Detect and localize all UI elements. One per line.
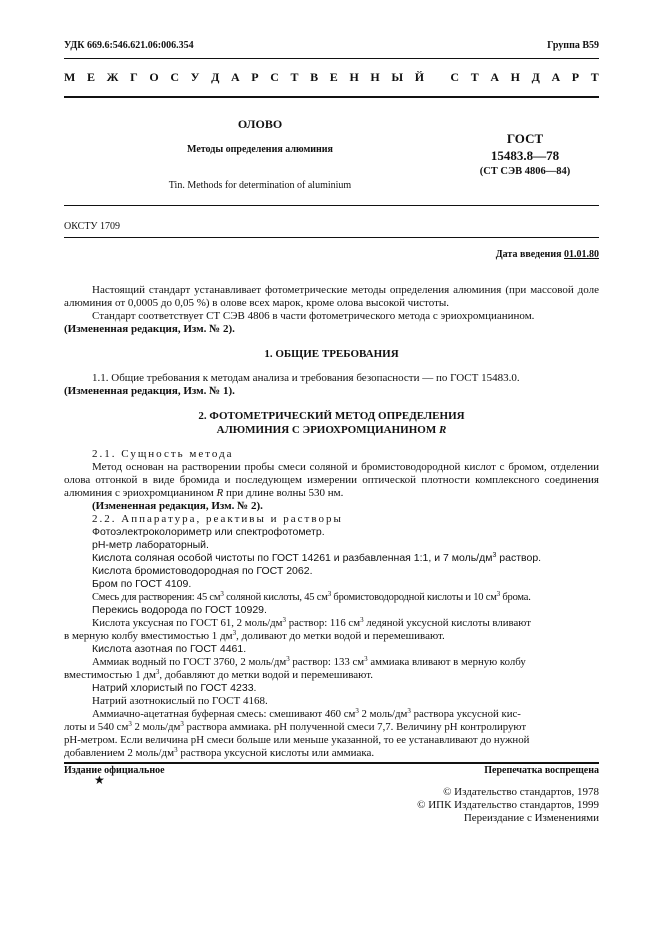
banner-letter bbox=[436, 70, 439, 85]
section-2-1-text-a: Метод основан на растворении пробы смеси соляной и бромистоводородной кислот с бромом, отделении олова отгонкой в виде бромида и последующем измерении оптической плотности комплексного соединения алюминия с эриохромцианином bbox=[64, 461, 599, 499]
footer-rule bbox=[64, 762, 599, 764]
superscript: 3 bbox=[360, 616, 364, 624]
item-bromine: Бром по ГОСТ 4109. bbox=[92, 578, 192, 590]
reprint-prohibited: Перепечатка воспрещена bbox=[484, 765, 599, 776]
banner-letter: С bbox=[270, 70, 279, 84]
superscript: 3 bbox=[232, 629, 237, 637]
item-photocolorimeter: Фотоэлектроколориметр или спектрофотометр. bbox=[92, 526, 325, 538]
item-dissolving-mix bbox=[92, 591, 599, 604]
banner-letter: Г bbox=[130, 70, 138, 84]
banner-letter: А bbox=[230, 70, 240, 84]
item-ammonia-a: Аммиак водный по ГОСТ 3760, 2 моль/дм bbox=[92, 656, 287, 668]
item-dissolving-mix-b: соляной кислоты, 45 см bbox=[223, 592, 328, 603]
banner-letter: Н bbox=[510, 70, 520, 84]
sev-number: (СТ СЭВ 4806—84) bbox=[479, 166, 571, 177]
date-intro-label: Дата введения bbox=[495, 249, 562, 260]
item-ammonia-b: раствор: 133 см bbox=[289, 656, 365, 668]
banner-letter: У bbox=[190, 70, 200, 84]
section-2-1-text-r: R bbox=[216, 487, 224, 499]
superscript: 3 bbox=[492, 552, 497, 559]
superscript: 3 bbox=[496, 590, 500, 598]
item-buffer-2c: раствора аммиака. рН полученной смеси 7,7. Величину рН контролируют bbox=[183, 721, 527, 733]
superscript: 3 bbox=[282, 616, 287, 624]
item-buffer-1b: 2 моль/дм bbox=[358, 708, 408, 720]
banner-letter: М bbox=[64, 70, 76, 84]
item-sodium-chloride: Натрий хлористый по ГОСТ 4233. bbox=[92, 682, 257, 694]
item-buffer-line-2 bbox=[64, 721, 599, 734]
section-2-heading-text: АЛЮМИНИЯ С ЭРИОХРОМЦИАНИНОМ bbox=[216, 424, 437, 436]
section-1-change-note: (Измененная редакция, Изм. № 1). bbox=[64, 385, 235, 397]
item-acetic-acid-c: ледяной уксусной кислоты вливают bbox=[363, 617, 531, 629]
section-2-1-change-note: (Измененная редакция, Изм. № 2). bbox=[92, 500, 263, 512]
item-acetic-acid-b: раствор: 116 см bbox=[286, 617, 361, 629]
superscript: 3 bbox=[220, 590, 224, 598]
standard-title: ОЛОВО bbox=[237, 117, 283, 131]
superscript: 3 bbox=[327, 590, 331, 598]
banner-letter: С bbox=[170, 70, 179, 84]
item-ph-meter: рН-метр лабораторный. bbox=[92, 539, 209, 551]
gost-label: ГОСТ bbox=[506, 131, 544, 146]
date-intro bbox=[496, 249, 599, 260]
banner-letter: В bbox=[310, 70, 319, 84]
section-2-1-text-b: при длине волны 530 нм. bbox=[226, 487, 344, 499]
banner-letter: Т bbox=[290, 70, 299, 84]
item-hydrobromic-acid: Кислота бромистоводородная по ГОСТ 2062. bbox=[92, 565, 313, 577]
banner-letter: А bbox=[551, 70, 561, 84]
superscript: 3 bbox=[180, 720, 184, 728]
item-buffer-1a: Аммиачно-ацетатная буферная смесь: смешивают 460 см bbox=[92, 708, 356, 720]
superscript: 3 bbox=[407, 707, 411, 715]
superscript: 3 bbox=[174, 746, 178, 754]
item-buffer-1c: раствора уксусной кис- bbox=[410, 708, 521, 720]
banner-letter: С bbox=[450, 70, 460, 84]
banner-letter: Д bbox=[211, 70, 220, 84]
item-hydrochloric-acid-b: раствор. bbox=[496, 552, 542, 564]
section-2-heading-line-1: 2. ФОТОМЕТРИЧЕСКИЙ МЕТОД ОПРЕДЕЛЕНИЯ bbox=[198, 410, 465, 422]
banner-letter: Т bbox=[470, 70, 479, 84]
item-nitric-acid: Кислота азотная по ГОСТ 4461. bbox=[92, 643, 247, 655]
banner-letter: Ы bbox=[391, 70, 404, 84]
section-2-heading-line-2 bbox=[64, 423, 599, 437]
star-icon: ★ bbox=[94, 773, 105, 787]
item-buffer-4a: добавлением 2 моль/дм bbox=[64, 747, 175, 759]
title-rule bbox=[64, 205, 599, 206]
superscript: 3 bbox=[364, 655, 368, 663]
superscript: 3 bbox=[355, 707, 359, 715]
item-acetic-acid bbox=[92, 617, 599, 630]
item-buffer-line-3: рН-метром. Если величина рН смеси больше или меньше указанной, то ее устанавливают до нужной bbox=[64, 734, 530, 746]
item-ammonia-e: , добавляют до метки водой и перемешивают. bbox=[159, 669, 373, 681]
item-dissolving-mix-c: бромистоводородной кислоты и 10 см bbox=[331, 592, 497, 603]
banner-letter: О bbox=[149, 70, 159, 84]
section-2-heading-r: R bbox=[439, 424, 447, 436]
reissue-note: Переиздание с Изменениями bbox=[463, 812, 599, 824]
item-buffer-2a: лоты и 540 см bbox=[64, 721, 129, 733]
item-dissolving-mix-d: брома. bbox=[499, 592, 531, 603]
item-sodium-nitrate: Натрий азотнокислый по ГОСТ 4168. bbox=[92, 695, 268, 707]
banner-letter: Д bbox=[531, 70, 540, 84]
intro-paragraph-1: Настоящий стандарт устанавливает фотометрические методы определения алюминия (при массовой доле алюминия от 0,0005 до 0,05 %) в олове всех марок, кроме олова высокой чистоты. bbox=[64, 284, 599, 309]
item-acetic-acid-e: , доливают до метки водой и перемешивают. bbox=[236, 630, 445, 642]
item-acetic-acid-continued bbox=[64, 630, 599, 643]
intro-paragraph-2: Стандарт соответствует СТ СЭВ 4806 в части фотометрического метода с эриохромцианином. bbox=[92, 310, 535, 322]
item-dissolving-mix-a: Смесь для растворения: 45 см bbox=[92, 592, 221, 603]
english-title: Tin. Methods for determination of aluminium bbox=[168, 180, 352, 191]
item-ammonia-d: вместимостью 1 дм bbox=[64, 669, 156, 681]
item-buffer-line-4 bbox=[64, 747, 599, 760]
udk-code: УДК 669.6:546.621.06:006.354 bbox=[64, 40, 194, 51]
banner-letter: Р bbox=[251, 70, 259, 84]
banner-letter: Е bbox=[329, 70, 338, 84]
date-intro-value: 01.01.80 bbox=[564, 249, 599, 260]
banner-letter: Т bbox=[590, 70, 599, 84]
header-rule bbox=[64, 58, 599, 59]
item-ammonia-c: аммиака вливают в мерную колбу bbox=[367, 656, 526, 668]
banner-letter: Ж bbox=[106, 70, 119, 84]
standard-subtitle: Методы определения алюминия bbox=[187, 144, 333, 155]
standard-banner bbox=[64, 70, 599, 85]
section-2-1-title: 2.1. Сущность метода bbox=[92, 448, 234, 460]
gost-number: 15483.8—78 bbox=[490, 148, 560, 163]
section-2-2-title: 2.2. Аппаратура, реактивы и растворы bbox=[92, 513, 343, 525]
item-acetic-acid-d: в мерную колбу вместимостью 1 дм bbox=[64, 630, 233, 642]
superscript: 3 bbox=[128, 720, 132, 728]
banner-letter: Н bbox=[370, 70, 380, 84]
item-buffer-4b: раствора уксусной кислоты или аммиака. bbox=[177, 747, 375, 759]
item-hydrochloric-acid bbox=[92, 552, 599, 565]
okstu-code: ОКСТУ 1709 bbox=[64, 221, 121, 232]
item-hydrochloric-acid-a: Кислота соляная особой чистоты по ГОСТ 14261 и разбавленная 1:1, и 7 моль/дм bbox=[92, 552, 493, 564]
intro-change-note: (Измененная редакция, Изм. № 2). bbox=[64, 323, 235, 335]
section-1-1-text: 1.1. Общие требования к методам анализа и требования безопасности — по ГОСТ 15483.0. bbox=[92, 372, 520, 384]
section-2-1-text bbox=[64, 461, 599, 500]
official-edition: Издание официальное bbox=[64, 765, 165, 776]
section-1-heading: 1. ОБЩИЕ ТРЕБОВАНИЯ bbox=[264, 348, 399, 360]
item-acetic-acid-a: Кислота уксусная по ГОСТ 61, 2 моль/дм bbox=[92, 617, 283, 629]
item-ammonia bbox=[92, 656, 599, 669]
item-ammonia-continued bbox=[64, 669, 599, 682]
banner-letter: А bbox=[490, 70, 499, 84]
item-buffer-line-1 bbox=[92, 708, 599, 721]
group-code: Группа В59 bbox=[547, 40, 599, 51]
copyright-1978: © Издательство стандартов, 1978 bbox=[443, 786, 599, 798]
item-hydrogen-peroxide: Перекись водорода по ГОСТ 10929. bbox=[92, 604, 267, 616]
copyright-1999: © ИПК Издательство стандартов, 1999 bbox=[417, 799, 599, 811]
banner-letter: Н bbox=[349, 70, 359, 84]
banner-letter: Й bbox=[414, 70, 425, 84]
banner-letter: Е bbox=[86, 70, 95, 84]
banner-rule bbox=[64, 96, 599, 98]
item-buffer-2b: 2 моль/дм bbox=[131, 721, 181, 733]
superscript: 3 bbox=[155, 668, 160, 676]
banner-letter: Р bbox=[571, 70, 580, 84]
okstu-rule bbox=[64, 237, 599, 238]
superscript: 3 bbox=[286, 655, 290, 663]
